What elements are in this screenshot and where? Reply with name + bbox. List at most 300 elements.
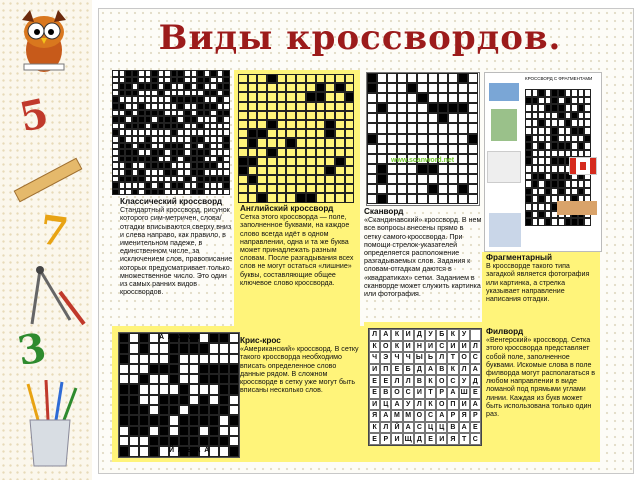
crossword-cell	[468, 144, 478, 154]
filword-cell: И	[403, 341, 414, 353]
filword-cell: О	[436, 399, 447, 411]
crossword-cell	[525, 135, 532, 143]
crossword-cell	[257, 74, 267, 83]
crossword-cell	[335, 157, 345, 166]
crossword-cell	[558, 150, 565, 158]
crossword-cell	[325, 175, 335, 184]
crossword-cell	[407, 103, 417, 113]
crossword-cell	[532, 150, 539, 158]
crossword-cell	[316, 138, 326, 147]
crossword-cell	[189, 426, 199, 436]
crossword-cell	[538, 142, 545, 150]
crossword-cell	[286, 129, 296, 138]
crossword-cell	[199, 426, 209, 436]
crossword-cell	[267, 148, 277, 157]
crossword-cell	[159, 415, 169, 425]
crossword-cell	[545, 104, 552, 112]
crossword-cell	[189, 354, 199, 364]
crossword-cell	[545, 188, 552, 196]
filword-grid	[368, 328, 482, 446]
filword-cell: В	[447, 422, 458, 434]
crossword-cell	[229, 446, 239, 456]
crossword-cell	[277, 83, 287, 92]
crossword-cell	[306, 138, 316, 147]
crossword-cell	[223, 123, 230, 130]
crossword-cell	[345, 184, 355, 193]
crossword-cell	[538, 135, 545, 143]
crossword-cell	[558, 218, 565, 226]
crossword-cell	[277, 129, 287, 138]
crossword-cell	[296, 83, 306, 92]
crossword-cell	[565, 97, 572, 105]
crossword-cell	[306, 166, 316, 175]
crossword-cell	[286, 74, 296, 83]
crossword-cell	[525, 195, 532, 203]
english-text: Сетка этого кроссворда — поле, заполненное буквами, на каждое слово всегда идёт в одном направлении, одна и та же буква может принадлежать разным словам. После разгадывания всех слов не могут остаться «лишние» буквы, составляющие общее ключевое слово кроссворда.	[240, 213, 354, 287]
crossword-cell	[149, 374, 159, 384]
crossword-cell	[345, 74, 355, 83]
crossword-cell	[584, 188, 591, 196]
crossword-cell	[296, 148, 306, 157]
filword-cell: Д	[414, 364, 425, 376]
filword-cell: Р	[436, 387, 447, 399]
crossword-cell	[545, 157, 552, 165]
crossword-cell	[417, 73, 427, 83]
crossword-cell	[387, 194, 397, 204]
crossword-cell	[159, 436, 169, 446]
crossword-cell	[219, 446, 229, 456]
crossword-cell	[551, 218, 558, 226]
crossword-cell	[538, 150, 545, 158]
crossword-cell	[316, 148, 326, 157]
crossword-cell	[397, 174, 407, 184]
filword-cell: Ц	[380, 399, 391, 411]
crossword-cell	[296, 74, 306, 83]
filword-cell: А	[459, 422, 470, 434]
crossword-cell	[377, 184, 387, 194]
crossword-cell	[565, 112, 572, 120]
filword-cell: Б	[403, 364, 414, 376]
crossword-cell	[458, 93, 468, 103]
crossword-cell	[571, 135, 578, 143]
crossword-cell	[345, 193, 355, 202]
crossword-cell	[558, 127, 565, 135]
crossword-cell	[223, 136, 230, 143]
crossword-cell	[551, 165, 558, 173]
crossword-cell	[267, 120, 277, 129]
crossword-cell	[223, 182, 230, 189]
crossword-cell	[229, 415, 239, 425]
crossword-cell	[532, 218, 539, 226]
crossword-cell	[139, 384, 149, 394]
crossword-cell	[428, 164, 438, 174]
crossword-cell	[223, 176, 230, 183]
criss-text: «Американский» кроссворд. В сетку такого кроссворда необходимо вписать определенное слово данные рядом. В сложном кроссворде в сетку уже могут быть вписаны несколько слов.	[240, 345, 359, 395]
crossword-cell	[296, 175, 306, 184]
crossword-cell	[584, 119, 591, 127]
crossword-cell	[119, 395, 129, 405]
crossword-cell	[149, 446, 159, 456]
crossword-cell	[129, 436, 139, 446]
crossword-cell	[139, 364, 149, 374]
crossword-cell	[189, 374, 199, 384]
crossword-cell	[189, 343, 199, 353]
criss-word: ЙЛЬКА	[169, 447, 214, 454]
crossword-cell	[387, 123, 397, 133]
crossword-cell	[179, 426, 189, 436]
crossword-cell	[584, 135, 591, 143]
crossword-cell	[199, 436, 209, 446]
english-heading: Английский кроссворд	[240, 204, 334, 213]
crossword-cell	[189, 395, 199, 405]
filword-cell: А	[403, 422, 414, 434]
crossword-cell	[532, 173, 539, 181]
crossword-cell	[438, 184, 448, 194]
crossword-cell	[335, 83, 345, 92]
crossword-cell	[448, 93, 458, 103]
crossword-cell	[558, 142, 565, 150]
crossword-cell	[367, 73, 377, 83]
crossword-cell	[169, 395, 179, 405]
filword-cell: К	[425, 399, 436, 411]
crossword-cell	[286, 166, 296, 175]
number-3-decor: 3	[14, 323, 50, 376]
crossword-cell	[316, 166, 326, 175]
crossword-cell	[367, 164, 377, 174]
crossword-cell	[377, 164, 387, 174]
crossword-cell	[377, 144, 387, 154]
filword-text: «Венгерский» кроссворд. Сетка этого кроссворда представляет собой поле, заполненное буквами. Искомые слова в поле филворда могут располагаться в любом направлении в виде ломаной под прямыми углами линии. Каждая из букв может быть использована только один раз.	[486, 336, 596, 419]
crossword-cell	[325, 193, 335, 202]
crossword-cell	[316, 157, 326, 166]
owl-teacher-icon	[14, 6, 74, 76]
filword-cell: Ц	[425, 422, 436, 434]
filword-cell: Т	[459, 433, 470, 445]
crossword-cell	[538, 195, 545, 203]
crossword-cell	[129, 426, 139, 436]
crossword-cell	[325, 111, 335, 120]
filword-cell: К	[425, 375, 436, 387]
crossword-cell	[532, 188, 539, 196]
crossword-cell	[277, 102, 287, 111]
crossword-cell	[149, 436, 159, 446]
filword-cell: А	[380, 410, 391, 422]
crossword-cell	[367, 93, 377, 103]
crossword-cell	[296, 138, 306, 147]
crossword-cell	[248, 92, 258, 101]
crossword-cell	[286, 120, 296, 129]
crossword-cell	[525, 173, 532, 181]
crossword-cell	[179, 436, 189, 446]
crossword-cell	[545, 180, 552, 188]
crossword-cell	[229, 374, 239, 384]
crossword-cell	[438, 134, 448, 144]
crossword-cell	[199, 343, 209, 353]
crossword-cell	[248, 111, 258, 120]
crossword-cell	[458, 113, 468, 123]
crossword-cell	[189, 415, 199, 425]
filword-cell: А	[425, 364, 436, 376]
crossword-cell	[159, 446, 169, 456]
crossword-cell	[417, 184, 427, 194]
crossword-cell	[558, 119, 565, 127]
crossword-cell	[428, 194, 438, 204]
crossword-cell	[199, 415, 209, 425]
crossword-cell	[248, 193, 258, 202]
crossword-cell	[538, 180, 545, 188]
filword-cell: А	[470, 399, 481, 411]
crossword-cell	[286, 175, 296, 184]
crossword-cell	[532, 89, 539, 97]
crossword-cell	[367, 174, 377, 184]
crossword-cell	[325, 83, 335, 92]
crossword-cell	[367, 83, 377, 93]
filword-cell: И	[425, 341, 436, 353]
crossword-cell	[159, 405, 169, 415]
crossword-cell	[558, 112, 565, 120]
crossword-cell	[119, 354, 129, 364]
crossword-cell	[578, 218, 585, 226]
crossword-cell	[335, 120, 345, 129]
crossword-cell	[119, 436, 129, 446]
crossword-cell	[286, 184, 296, 193]
filword-cell: Я	[447, 433, 458, 445]
crossword-cell	[316, 129, 326, 138]
filword-cell: У	[459, 375, 470, 387]
crossword-cell	[397, 144, 407, 154]
crossword-cell	[584, 127, 591, 135]
crossword-cell	[417, 134, 427, 144]
crossword-cell	[551, 119, 558, 127]
crossword-cell	[325, 129, 335, 138]
crossword-cell	[428, 123, 438, 133]
crossword-cell	[229, 384, 239, 394]
crossword-cell	[199, 354, 209, 364]
crossword-cell	[438, 93, 448, 103]
crossword-cell	[345, 92, 355, 101]
crossword-cell	[525, 188, 532, 196]
crossword-cell	[296, 120, 306, 129]
crossword-cell	[377, 93, 387, 103]
crossword-cell	[397, 164, 407, 174]
crossword-cell	[209, 426, 219, 436]
crossword-cell	[551, 89, 558, 97]
filword-cell: Э	[380, 352, 391, 364]
crossword-cell	[325, 184, 335, 193]
crossword-cell	[397, 113, 407, 123]
crossword-cell	[428, 103, 438, 113]
crossword-cell	[448, 73, 458, 83]
crossword-cell	[397, 184, 407, 194]
crossword-cell	[238, 111, 248, 120]
crossword-cell	[438, 103, 448, 113]
crossword-cell	[565, 89, 572, 97]
crossword-cell	[458, 194, 468, 204]
crossword-cell	[335, 102, 345, 111]
crossword-cell	[578, 104, 585, 112]
crossword-cell	[296, 157, 306, 166]
filword-cell: К	[391, 329, 402, 341]
crossword-cell	[229, 405, 239, 415]
crossword-cell	[306, 120, 316, 129]
crossword-cell	[139, 405, 149, 415]
crossword-cell	[219, 333, 229, 343]
crossword-cell	[428, 174, 438, 184]
crossword-cell	[565, 180, 572, 188]
crossword-cell	[129, 415, 139, 425]
fragment-photo	[557, 201, 597, 215]
crossword-cell	[257, 92, 267, 101]
crossword-cell	[584, 112, 591, 120]
filword-cell: И	[436, 433, 447, 445]
crossword-cell	[387, 174, 397, 184]
crossword-cell	[286, 111, 296, 120]
crossword-cell	[306, 92, 316, 101]
filword-cell: Д	[414, 329, 425, 341]
crossword-cell	[286, 138, 296, 147]
crossword-cell	[169, 364, 179, 374]
crossword-cell	[306, 83, 316, 92]
crossword-cell	[545, 195, 552, 203]
crossword-cell	[551, 112, 558, 120]
crossword-cell	[306, 102, 316, 111]
filword-cell: Д	[414, 433, 425, 445]
crossword-cell	[199, 364, 209, 374]
crossword-cell	[169, 415, 179, 425]
filword-cell: С	[425, 410, 436, 422]
crossword-cell	[169, 426, 179, 436]
crossword-cell	[468, 184, 478, 194]
crossword-cell	[119, 333, 129, 343]
crossword-cell	[229, 343, 239, 353]
crossword-cell	[316, 193, 326, 202]
filword-caption	[486, 328, 598, 418]
filword-cell: Л	[436, 352, 447, 364]
crossword-cell	[584, 89, 591, 97]
crossword-cell	[248, 129, 258, 138]
crossword-cell	[219, 384, 229, 394]
crossword-cell	[169, 384, 179, 394]
crossword-cell	[538, 203, 545, 211]
filword-cell: И	[369, 364, 380, 376]
crossword-cell	[238, 184, 248, 193]
crossword-cell	[296, 166, 306, 175]
filword-cell: Ш	[459, 387, 470, 399]
crossword-cell	[286, 157, 296, 166]
crossword-cell	[277, 138, 287, 147]
crossword-cell	[129, 395, 139, 405]
filword-cell: П	[380, 364, 391, 376]
crossword-cell	[286, 92, 296, 101]
crossword-cell	[267, 83, 277, 92]
filword-cell: Я	[459, 410, 470, 422]
crossword-cell	[458, 154, 468, 164]
crossword-cell	[223, 169, 230, 176]
filword-cell: И	[369, 399, 380, 411]
crossword-cell	[149, 395, 159, 405]
crossword-cell	[387, 113, 397, 123]
crossword-cell	[277, 92, 287, 101]
crossword-cell	[428, 134, 438, 144]
filword-cell: М	[391, 410, 402, 422]
crossword-cell	[367, 134, 377, 144]
filword-cell: Д	[470, 375, 481, 387]
crossword-cell	[565, 142, 572, 150]
crossword-cell	[545, 211, 552, 219]
filword-cell: К	[447, 364, 458, 376]
filword-cell: С	[436, 341, 447, 353]
crossword-cell	[571, 112, 578, 120]
crossword-cell	[558, 104, 565, 112]
crossword-cell	[377, 123, 387, 133]
filword-cell: Л	[459, 364, 470, 376]
filword-cell: С	[447, 375, 458, 387]
crossword-cell	[428, 83, 438, 93]
crossword-cell	[525, 165, 532, 173]
crossword-cell	[219, 374, 229, 384]
crossword-cell	[248, 157, 258, 166]
canada-flag-photo	[569, 157, 597, 175]
filword-cell: П	[447, 399, 458, 411]
crossword-cell	[387, 93, 397, 103]
crossword-cell	[209, 436, 219, 446]
crossword-cell	[345, 120, 355, 129]
filword-cell: Ч	[369, 352, 380, 364]
crossword-cell	[538, 89, 545, 97]
crossword-cell	[551, 150, 558, 158]
crossword-cell	[325, 166, 335, 175]
compass-icon	[20, 262, 90, 332]
crossword-cell	[578, 127, 585, 135]
crossword-cell	[468, 164, 478, 174]
scanword-image	[366, 72, 480, 206]
crossword-cell	[345, 175, 355, 184]
filword-cell: Л	[391, 375, 402, 387]
crossword-cell	[169, 405, 179, 415]
crossword-cell	[407, 144, 417, 154]
crossword-cell	[551, 97, 558, 105]
crossword-cell	[458, 83, 468, 93]
crossword-cell	[248, 166, 258, 175]
crossword-cell	[179, 354, 189, 364]
crossword-cell	[316, 120, 326, 129]
crossword-cell	[223, 103, 230, 110]
criss-heading: Крис-крос	[240, 336, 281, 345]
filword-cell: О	[391, 387, 402, 399]
crossword-cell	[468, 154, 478, 164]
crossword-cell	[248, 120, 258, 129]
crossword-cell	[149, 426, 159, 436]
crossword-cell	[448, 113, 458, 123]
crossword-cell	[179, 343, 189, 353]
crossword-cell	[277, 74, 287, 83]
filword-cell: О	[380, 341, 391, 353]
crossword-cell	[545, 127, 552, 135]
crossword-cell	[345, 111, 355, 120]
crossword-cell	[438, 174, 448, 184]
crossword-cell	[438, 113, 448, 123]
crossword-cell	[169, 343, 179, 353]
crossword-cell	[238, 129, 248, 138]
crossword-cell	[407, 174, 417, 184]
crossword-cell	[407, 123, 417, 133]
number-5-decor: 5	[15, 89, 53, 142]
crossword-cell	[345, 102, 355, 111]
crossword-cell	[367, 123, 377, 133]
crossword-cell	[345, 157, 355, 166]
crossword-cell	[325, 138, 335, 147]
crossword-cell	[525, 89, 532, 97]
